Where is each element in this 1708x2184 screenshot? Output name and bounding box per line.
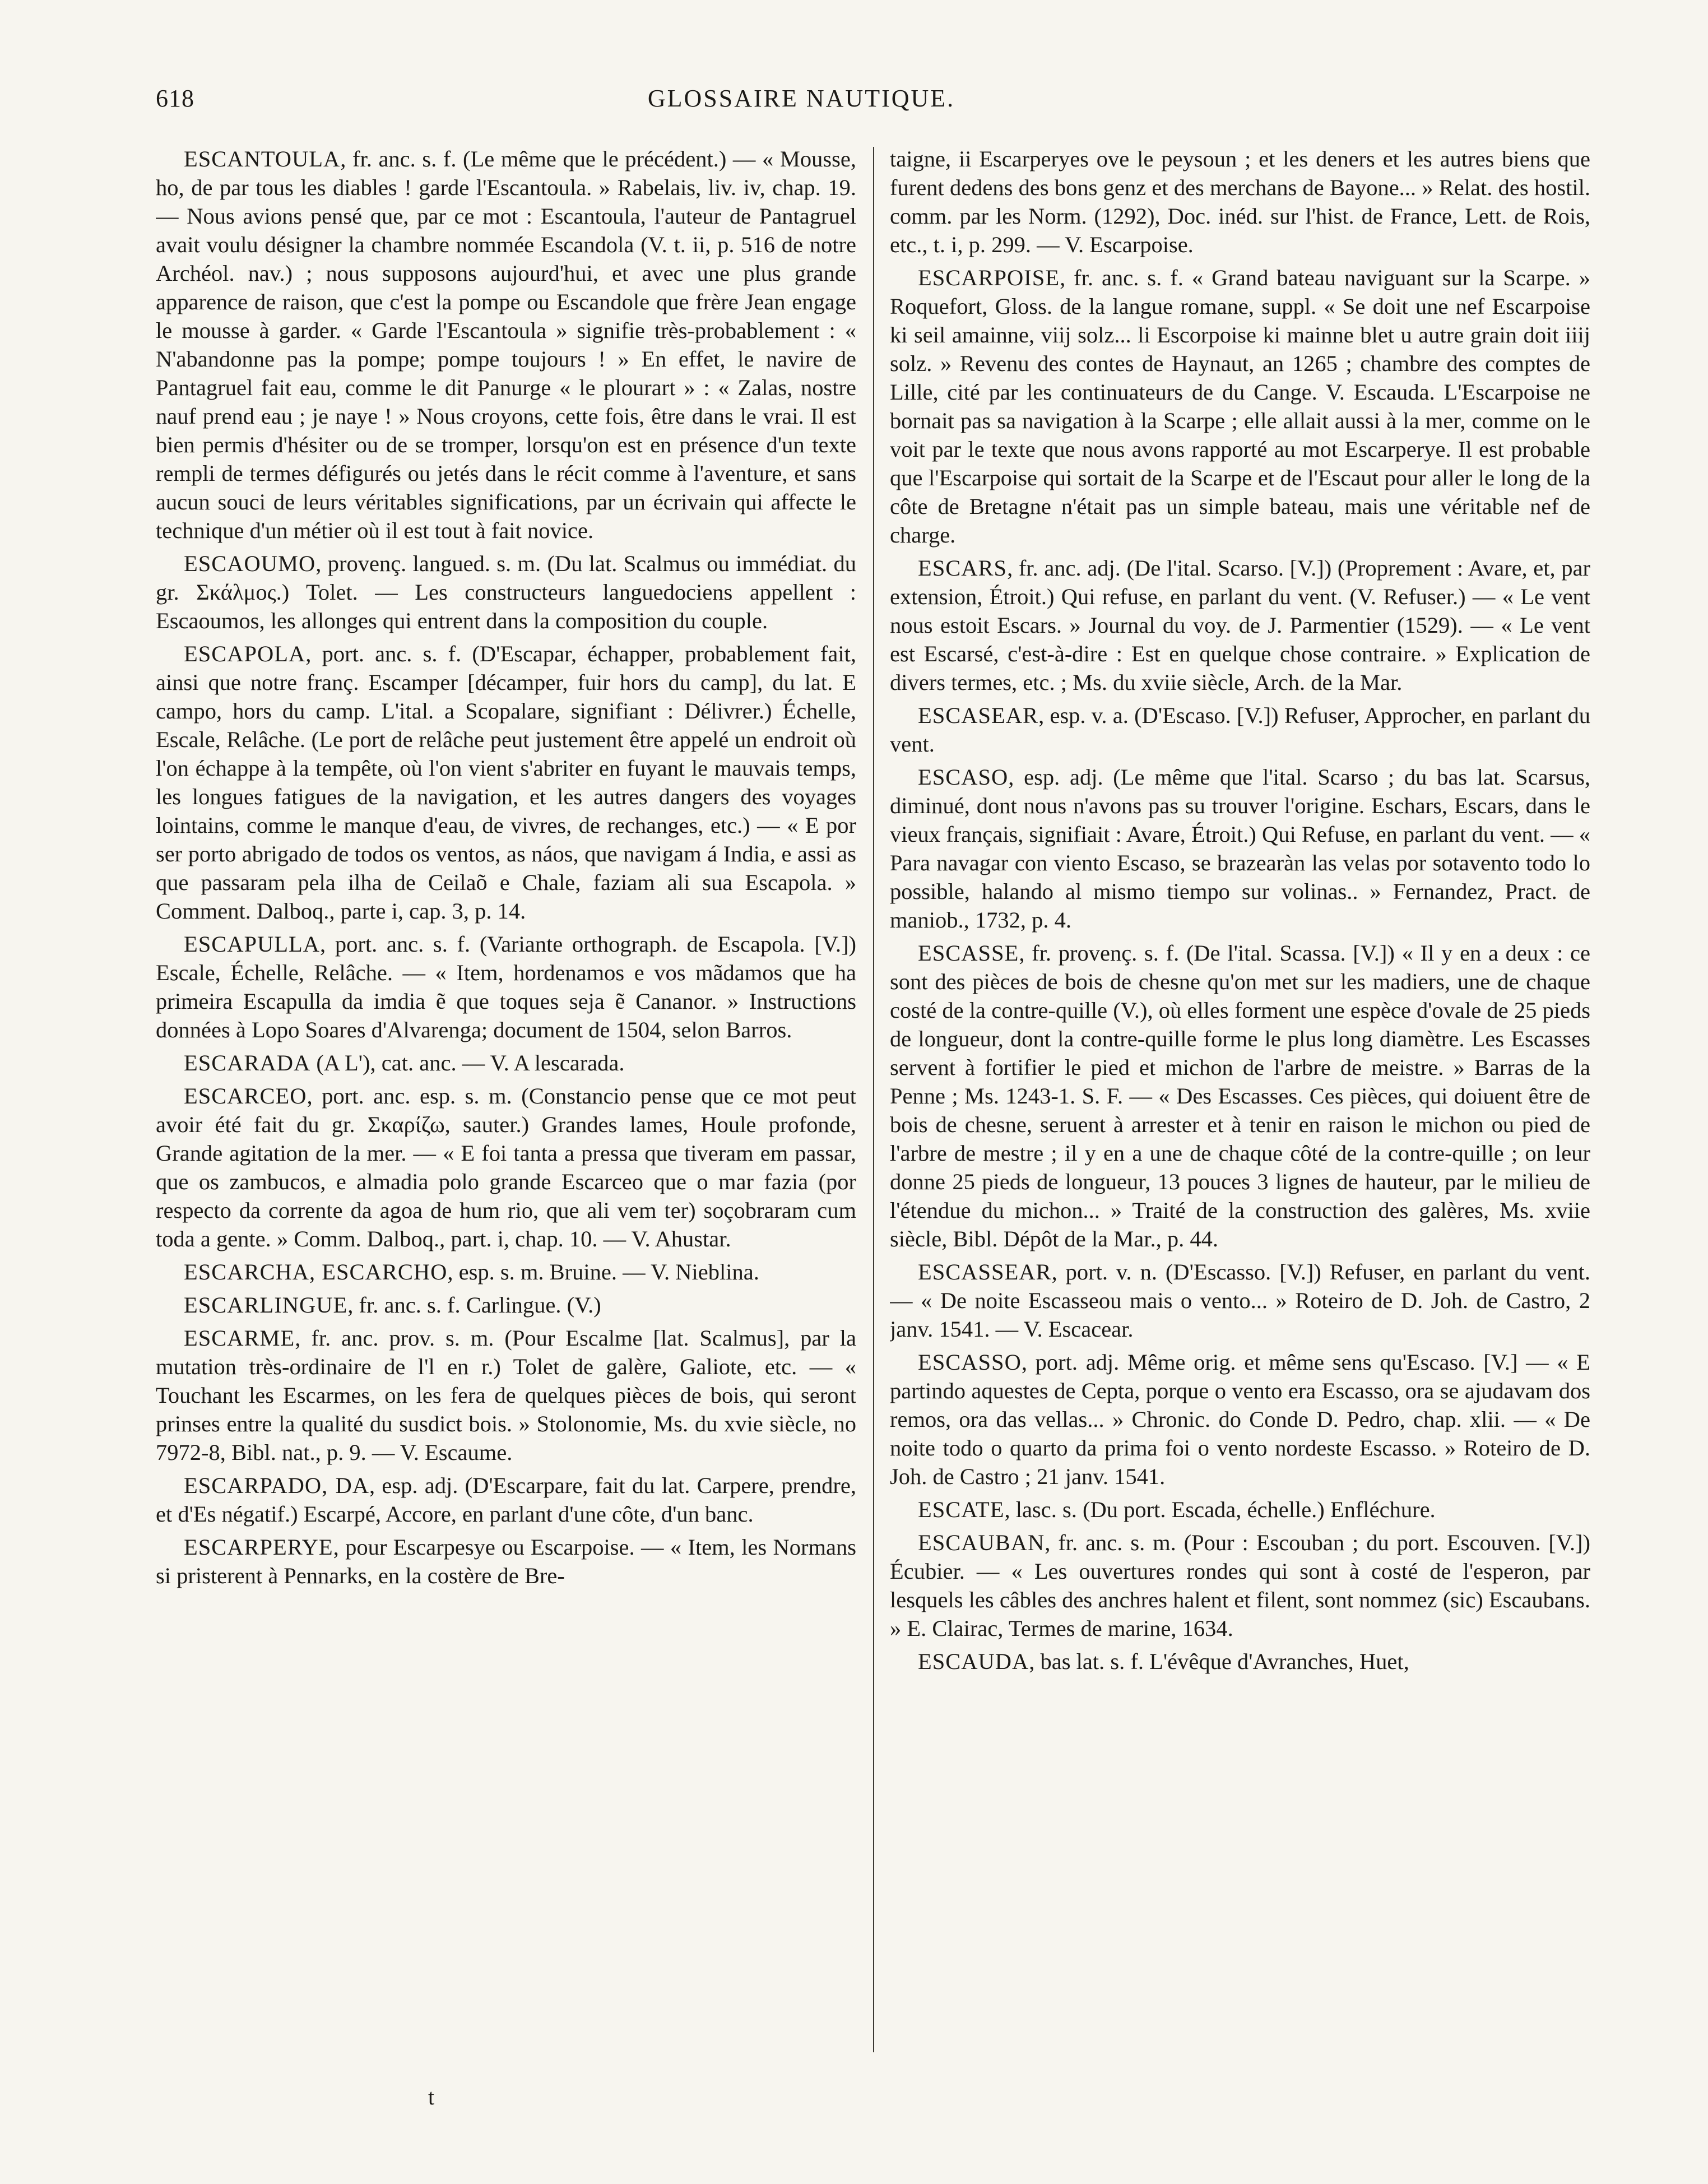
entry-headword: ESCAUDA [918,1649,1029,1674]
glossary-entry [156,549,856,635]
glossary-entry [890,554,1590,697]
entry-headword: ESCARADA [184,1050,311,1075]
signature-mark: t [428,2084,435,2109]
glossary-entry [890,939,1590,1253]
entry-text: , fr. anc. prov. s. m. (Pour Escalme [lat. Scalmus], par la mutation très-ordinaire de l'l en r.) Tolet de galère, Galiote, etc. — « Touchant les Escarmes, on les fera de quelques pièces de bois, qui seront prinses entre la qualité du susdict bois. » Stolonomie, Ms. du xvie siècle, no 7972-8, Bibl. nat., p. 9. — V. Escaume. [156,1325,856,1465]
entry-text: , port. adj. Même orig. et même sens qu'Escaso. [V.] — « E partindo aquestes de Cepta, porque o vento era Escasso, ora se ajudavam dos remos, ora das vellas... » Chronic. do Conde D. Pedro, chap. xlii. — « De noite todo o quarto da prima foi o vento nordeste Escasso. » Roteiro de D. Joh. de Castro ; 21 janv. 1541. [890,1350,1590,1489]
glossary-entry [890,263,1590,549]
entry-headword: ESCATE [918,1497,1005,1522]
entry-headword: ESCAOUMO [184,551,316,576]
entry-text: , fr. anc. s. m. (Pour : Escouban ; du port. Escouven. [V.]) Écubier. — « Les ouvertures rondes qui sont à costé de l'esperon, par lesquels les câbles des anchres halent et filent, sont nommez (sic) Escaubans. » E. Clairac, Termes de marine, 1634. [890,1530,1590,1641]
glossary-entry [156,639,856,925]
entry-text: , fr. anc. s. f. (Le même que le précédent.) — « Mousse, ho, de par tous les diables ! garde l'Escantoula. » Rabelais, liv. iv, chap. 19. — Nous avions pensé que, par ce mot : Escantoula, l'auteur de Pantagruel avait voulu désigner la chambre nommée Escandola (V. t. ii, p. 516 de notre Archéol. nav.) ; nous supposons aujourd'hui, et avec une plus grande apparence de raison, que c'est la pompe ou Escandole que frère Jean engage le mousse à garder. « Garde l'Escantoula » signifie très-probablement : « N'abandonne pas la pompe; pompe toujours ! » En effet, le navire de Pantagruel fait eau, comme le dit Panurge « le plourart » : « Zalas, nostre nauf prend eau ; je naye ! » Nous croyons, cette fois, être dans le vrai. Il est bien permis d'hésiter ou de se tromper, lorsqu'on est en présence d'un texte rempli de termes défigurés ou jetés dans le récit comme à l'aventure, et sans aucun souci de leurs véritables significations, par un écrivain qui affecte le technique d'un métier où il est tout à fait novice. [156,146,856,543]
entry-text: , fr. anc. s. f. Carlingue. (V.) [347,1292,601,1318]
entry-headword: ESCAPOLA [184,641,306,666]
entry-text: taigne, ii Escarperyes ove le peysoun ; et les deners et les autres biens que furent dedens des bons genz et des merchans de Bayone... » Relat. des hostil. comm. par les Norm. (1292), Doc. inéd. sur l'hist. de France, Lett. de Rois, etc., t. i, p. 299. — V. Escarpoise. [890,146,1590,257]
entry-text: , esp. adj. (Le même que l'ital. Scarso ; du bas lat. Scarsus, diminué, dont nous n'avons pas su trouver l'origine. Eschars, Escars, dans le vieux français, signifiait : Avare, Étroit.) Qui Refuse, en parlant du vent. — « Para navagar con viento Escaso, se brazearàn las velas por sotavento todo lo possible, halando al mismo tiempo sur volinas.. » Fernandez, Pract. de maniob., 1732, p. 4. [890,764,1590,933]
entry-text: , port. anc. esp. s. m. (Constancio pense que ce mot peut avoir été fait du gr. Σκαρίζω, sauter.) Grandes lames, Houle profonde, Grande agitation de la mer. — « E foi tanta a pressa que tiveram em passar, que os zambucos, e almadia polo grande Escarceo que o mar fazia (por respecto da corrente da agoa de hum rio, que ali vem ter) soçobraram cum toda a gente. » Comm. Dalboq., part. i, chap. 10. — V. Ahustar. [156,1083,856,1251]
entry-text: , bas lat. s. f. L'évêque d'Avranches, Huet, [1029,1649,1409,1674]
entry-headword: ESCASEAR [918,703,1039,728]
glossary-entry [890,763,1590,934]
entry-headword: ESCASSEAR [918,1259,1052,1285]
glossary-entry [156,1324,856,1467]
entry-headword: ESCARPOISE [918,265,1060,290]
page-header [0,84,1708,129]
entry-headword: ESCASSE [918,940,1019,966]
right-column [890,145,1590,2050]
entry-text: , fr. provenç. s. f. (De l'ital. Scassa. [V.]) « Il y en a deux : ce sont des pièces de bois de chesne qu'on met sur les madiers, une de chaque costé de la contre-quille (V.), où elles forment une espèce d'ovale de 25 pieds de longueur, dont la contre-quille forme le plus long diamètre. Les Escasses servent à fortifier le pied et michon de l'arbre de meistre. » Barras de la Penne ; Ms. 1243-1. S. F. — « Des Escasses. Ces pièces, qui doiuent être de bois de chesne, seruent à arrester et à tenir en raison le michon ou pied de l'arbre de mestre ; il y en a une de chaque côté de la contre-quille ; on leur donne 25 pieds de longueur, 13 pouces 3 lignes de hauteur, par le milieu de l'étendue du michon... » Traité de la construction des galères, Ms. xviie siècle, Bibl. Dépôt de la Mar., p. 44. [890,940,1590,1251]
entry-text: , lasc. s. (Du port. Escada, échelle.) Enfléchure. [1004,1497,1436,1522]
entry-text: , esp. s. m. Bruine. — V. Nieblina. [447,1259,759,1285]
entry-headword: ESCAPULLA [184,931,321,957]
glossary-entry [890,1647,1590,1676]
page-number: 618 [156,85,194,112]
entry-headword: ESCARLINGUE [184,1292,348,1318]
entry-headword: ESCARCHA, ESCARCHO [184,1259,448,1285]
entry-headword: ESCARPADO, DA [184,1473,369,1498]
entry-headword: ESCASSO [918,1350,1022,1375]
glossary-entry [156,1258,856,1286]
glossary-entry [156,1533,856,1590]
glossary-entry [156,145,856,545]
glossary-entry [890,1258,1590,1343]
column-divider [873,147,874,2052]
entry-headword: ESCANTOULA [184,146,341,171]
entry-text: , port. v. n. (D'Escasso. [V.]) Refuser, en parlant du vent. — « De noite Escasseou mais o vento... » Roteiro de D. Joh. de Castro, 2 janv. 1541. — V. Escacear. [890,1259,1590,1342]
entry-headword: ESCASO [918,764,1009,790]
glossary-entry [890,145,1590,259]
glossary-entry [156,1049,856,1077]
entry-text: (A L'), cat. anc. — V. A lescarada. [310,1050,625,1075]
running-title: GLOSSAIRE NAUTIQUE. [647,85,955,112]
glossary-entry [890,1528,1590,1643]
entry-text: , esp. adj. (D'Escarpare, fait du lat. Carpere, prendre, et d'Es négatif.) Escarpé, Accore, en parlant d'une côte, d'un banc. [156,1473,856,1527]
glossary-entry [890,1495,1590,1524]
entry-text: , port. anc. s. f. (Variante orthograph. de Escapola. [V.]) Escale, Échelle, Relâche. — « Item, hordenamos e vos mãdamos que ha primeira Escapulla da imdia ẽ que toques seja ẽ Cananor. » Instructions données à Lopo Soares d'Alvarenga; document de 1504, selon Barros. [156,931,856,1042]
glossary-entry [156,930,856,1044]
entry-text: , fr. anc. s. f. « Grand bateau naviguant sur la Scarpe. » Roquefort, Gloss. de la langue romane, suppl. « Se doit une nef Escarpoise ki seil amainne, viij solz... li Escorpoise ki mainne blet u autre grain doit iiij solz. » Revenu des contes de Haynaut, an 1265 ; chambre des comptes de Lille, cité par les continuateurs de du Cange. V. Escauda. L'Escarpoise ne bornait pas sa navigation à la Scarpe ; elle allait aussi à la mer, comme on le voit par le texte que nous avons rapporté au mot Escarperye. Il est probable que l'Escarpoise qui sortait de la Scarpe et de l'Escaut pour aller le long de la côte de Bretagne n'était pas un simple bateau, mais une véritable nef de charge. [890,265,1590,548]
entry-headword: ESCARPERYE [184,1534,333,1560]
entry-headword: ESCARS [918,555,1008,581]
left-column [156,145,856,2050]
glossary-entry [890,701,1590,758]
entry-text: , fr. anc. adj. (De l'ital. Scarso. [V.]) (Proprement : Avare, et, par extension, Étroit.) Qui refuse, en parlant du vent. (V. Refuser.) — « Le vent nous estoit Escars. » Journal du voy. de J. Parmentier (1529). — « Le vent est Escarsé, c'est-à-dire : Est en quelque chose contraire. » Explication de divers termes, etc. ; Ms. du xviie siècle, Arch. de la Mar. [890,555,1590,695]
glossary-entry [156,1082,856,1253]
glossary-entry [890,1348,1590,1491]
entry-text: , esp. v. a. (D'Escaso. [V.]) Refuser, Approcher, en parlant du vent. [890,703,1590,757]
entry-text: , port. anc. s. f. (D'Escapar, échapper, probablement fait, ainsi que notre franç. Escamper [décamper, fuir hors du camp], du lat. E campo, hors du camp. L'ital. a Scopalare, signifiant : Délivrer.) Échelle, Escale, Relâche. (Le port de relâche peut justement être appelé un endroit où l'on échappe à la tempête, où l'on vient s'abriter en fuyant le mauvais temps, les longues fatigues de la navigation, et les autres dangers des voyages lointains, comme le manque d'eau, de vivres, de rechanges, etc.) — « E por ser porto abrigado de todos os ventos, as náos, que navigam á India, e assi as que passaram pela ilha de Ceilaõ e Chale, faziam ali sua Escapola. » Comment. Dalboq., parte i, cap. 3, p. 14. [156,641,856,924]
entry-headword: ESCARME [184,1325,295,1351]
entry-text: , pour Escarpesye ou Escarpoise. — « Item, les Normans si pristerent à Pennarks, en la costère de Bre- [156,1534,856,1588]
glossary-entry [156,1471,856,1528]
glossary-entry [156,1291,856,1319]
entry-headword: ESCARCEO [184,1083,307,1109]
entry-headword: ESCAUBAN [918,1530,1045,1555]
entry-text: , provenç. langued. s. m. (Du lat. Scalmus ou immédiat. du gr. Σκάλμος.) Tolet. — Les constructeurs languedociens appellent : Escaoumos, les allonges qui entrent dans la composition du couple. [156,551,856,633]
